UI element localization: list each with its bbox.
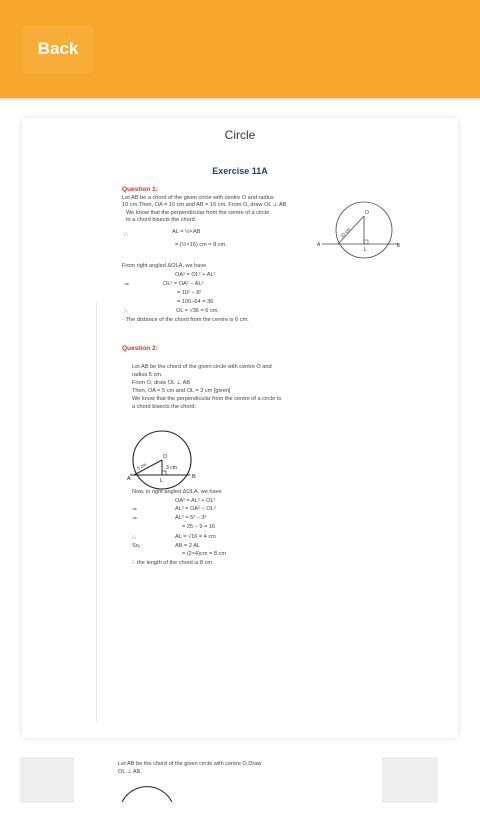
document-viewer[interactable] <box>0 102 480 822</box>
right-angle-mark <box>162 471 166 475</box>
ol-length-label: 3 cm <box>166 465 177 471</box>
q2-line: Then, OA = 5 cm and OL = 3 cm [given] <box>132 388 231 394</box>
therefore-symbol: ∴ <box>124 232 128 238</box>
q2-line: a chord bisects the chord. <box>132 404 197 410</box>
q3-circle-figure <box>118 782 178 802</box>
q2-line: radius 5 cm. <box>132 372 163 378</box>
q2-line: Now, in right angled ΔOLA, we have <box>132 489 222 495</box>
document-page <box>22 118 458 738</box>
q3-line: OL ⊥ AB. <box>118 769 142 775</box>
q2-equation: AL = √16 = 4 cm <box>175 534 216 540</box>
q2-equation: AL² = 5² − 3² <box>175 515 207 521</box>
q1-line: We know that the perpendicular from the centre of a circle <box>126 210 270 216</box>
therefore-symbol: ∴ <box>124 309 128 315</box>
page-divider-line <box>96 302 97 722</box>
exercise-heading: Exercise 11A <box>212 166 268 176</box>
point-o-label: O <box>163 454 167 460</box>
implies-arrow: ⇒ <box>132 507 138 513</box>
right-angle-mark <box>364 240 368 244</box>
question-2-heading: Question 2: <box>122 345 158 352</box>
q2-equation: OA² = AL² + OL² <box>175 498 216 504</box>
q2-conclusion: ∴ the length of the chord is 8 cm. <box>132 560 214 566</box>
point-l-label: L <box>160 478 163 484</box>
q2-equation: AB = 2 AL <box>175 543 201 549</box>
q1-equation: AL = ½×AB <box>172 229 201 235</box>
q2-circle-figure <box>126 430 198 496</box>
point-b-label: B <box>192 474 196 480</box>
q3-circle-arc <box>122 787 172 802</box>
radius-label: 10 cm <box>339 226 352 239</box>
q1-equation: OA² = OL² + AL² <box>175 272 216 278</box>
page-title: Circle <box>224 128 256 142</box>
q2-line: We know that the perpendicular from the centre of a circle to <box>132 396 282 402</box>
q2-equation: = 25 − 9 = 16 <box>182 524 216 530</box>
q2-line: From O, draw OL ⊥ AB <box>132 380 191 386</box>
q1-equation: = 100−64 = 36 <box>177 299 214 305</box>
q1-line: From right angled ΔOLA, we have <box>122 263 207 269</box>
point-o-label: O <box>365 210 369 216</box>
oa-length-label: 5 cm <box>136 461 148 471</box>
back-button[interactable]: Back <box>22 25 94 73</box>
page-margin-right <box>382 757 438 803</box>
implies-arrow: ⇒ <box>124 282 130 288</box>
q1-line: to a chord bisects the chord. <box>126 217 197 223</box>
point-a-label: A <box>317 242 321 248</box>
q3-line: Let AB be the chord of the given circle with centre O.Draw <box>118 761 262 767</box>
point-a-label: A <box>127 476 131 482</box>
point-l-label: L <box>364 247 367 253</box>
q1-line: 10 cm.Then, OA = 10 cm and AB = 16 cm. From O, draw OL ⊥ AB <box>122 202 287 208</box>
q1-equation: OL = √36 = 6 cm. <box>176 308 219 314</box>
question-1-heading: Question 1: <box>122 186 158 193</box>
page-margin-left <box>20 757 74 803</box>
therefore-symbol: ∴ <box>132 535 136 541</box>
q1-equation: = (½×16) cm = 8 cm. <box>175 242 227 248</box>
q2-line: Let AB be the chord of the given circle with centre O and <box>132 364 272 370</box>
point-b-label: B <box>396 243 400 249</box>
q1-line: Let AB be a chord of the given circle with centre O and radius <box>122 195 274 201</box>
implies-arrow: ⇒ <box>132 516 138 522</box>
q1-conclusion: ∴The distance of the chord from the centre is 6 cm. <box>122 317 249 323</box>
so-label: So, <box>132 543 141 549</box>
q1-circle-figure <box>314 194 400 262</box>
q1-equation: = 10² − 8² <box>177 290 202 296</box>
q2-equation: AL² = OA² − OL² <box>175 506 216 512</box>
q2-equation: = (2×4)cm = 8 cm <box>182 551 226 557</box>
q1-equation: OL² = OA² − AL² <box>163 281 204 287</box>
